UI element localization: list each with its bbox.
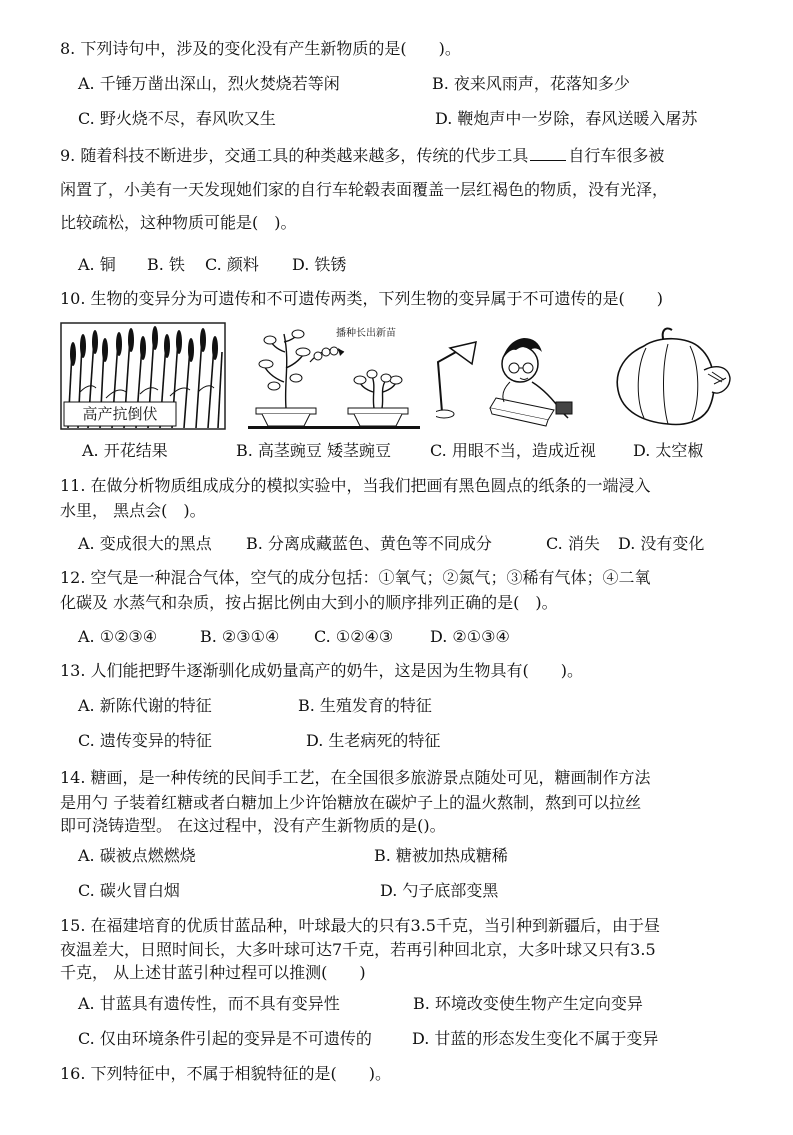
question-12-option-d[interactable]: D. ②①③④ — [430, 627, 510, 646]
question-15-option-b[interactable]: B. 环境改变使生物产生定向变异 — [413, 994, 643, 1013]
question-10-option-b[interactable]: B. 高茎豌豆 矮茎豌豆 — [236, 441, 392, 460]
space-pepper-figure — [604, 322, 734, 430]
question-14-line-2: 是用勺 子装着红糖或者白糖加上少许饴糖放在碳炉子上的温火熬制，熬到可以拉丝 — [60, 793, 642, 812]
question-9-option-b[interactable]: B. 铁 — [147, 255, 185, 274]
question-13-option-d[interactable]: D. 生老病死的特征 — [306, 731, 441, 750]
question-12-stem: 12. 空气是一种混合气体，空气的成分包括：①氧气；②氮气；③稀有气体；④二氧 — [60, 568, 651, 587]
wheat-figure — [60, 322, 226, 430]
question-14-option-d[interactable]: D. 勺子底部变黑 — [380, 881, 499, 900]
reading-child-illustration — [436, 322, 576, 430]
pea-caption: 播种长出新苗 — [336, 328, 396, 339]
question-8-option-c[interactable]: C. 野火烧不尽，春风吹又生 — [78, 109, 276, 128]
question-9-option-a[interactable]: A. 铜 — [78, 255, 116, 274]
space-pepper-illustration — [604, 322, 734, 430]
pea-illustration — [248, 322, 420, 430]
question-8-option-d[interactable]: D. 鞭炮声中一岁除，春风送暖入屠苏 — [435, 109, 698, 128]
question-10-option-c[interactable]: C. 用眼不当，造成近视 — [430, 441, 596, 460]
question-8-option-a[interactable]: A. 千锤万凿出深山，烈火焚烧若等闲 — [78, 74, 340, 93]
question-14-stem: 14. 糖画，是一种传统的民间手工艺，在全国很多旅游景点随处可见，糖画制作方法 — [60, 768, 651, 787]
question-9-stem — [60, 145, 664, 167]
question-9-line-2: 闲置了，小美有一天发现她们家的自行车轮毂表面覆盖一层红褐色的物质，没有光泽， — [60, 180, 669, 199]
question-11-option-b[interactable]: B. 分离成藏蓝色、黄色等不同成分 — [246, 534, 492, 553]
question-13-option-c[interactable]: C. 遗传变异的特征 — [78, 731, 212, 750]
question-15-line-2: 夜温差大，日照时间长，大多叶球可达7千克，若再引种回北京，大多叶球又只有3.5 — [60, 940, 656, 959]
wheat-caption: 高产抗倒伏 — [82, 405, 158, 423]
question-12-option-c[interactable]: C. ①②④③ — [314, 627, 394, 646]
question-8-option-b[interactable]: B. 夜来风雨声，花落知多少 — [432, 74, 630, 93]
question-13-option-b[interactable]: B. 生殖发育的特征 — [298, 696, 432, 715]
question-15-option-d[interactable]: D. 甘蓝的形态发生变化不属于变异 — [412, 1029, 659, 1048]
pea-figure — [248, 322, 420, 430]
question-10-option-a[interactable]: A. 开花结果 — [82, 441, 168, 460]
question-9-option-d[interactable]: D. 铁锈 — [292, 255, 347, 274]
question-8-stem: 8. 下列诗句中，涉及的变化没有产生新物质的是( )。 — [60, 39, 461, 58]
question-16-stem: 16. 下列特征中，不属于相貌特征的是( )。 — [60, 1064, 392, 1083]
question-9-stem-post: 自行车很多被 — [568, 146, 665, 165]
question-14-option-b[interactable]: B. 糖被加热成糖稀 — [374, 846, 508, 865]
question-12-line-2: 化碳及 水蒸气和杂质，按占据比例由大到小的顺序排列正确的是( )。 — [60, 593, 558, 612]
wheat-illustration — [60, 322, 226, 430]
question-9-stem-pre: 9. 随着科技不断进步，交通工具的种类越来越多，传统的代步工具 — [60, 146, 529, 165]
question-11-option-d[interactable]: D. 没有变化 — [618, 534, 705, 553]
question-14-option-a[interactable]: A. 碳被点燃燃烧 — [78, 846, 196, 865]
question-9-option-c[interactable]: C. 颜料 — [205, 255, 259, 274]
question-15-option-c[interactable]: C. 仅由环境条件引起的变异是不可遗传的 — [78, 1029, 372, 1048]
question-12-option-a[interactable]: A. ①②③④ — [78, 627, 158, 646]
question-15-line-3: 千克， 从上述甘蓝引种过程可以推测( ) — [60, 963, 366, 982]
question-14-line-3: 即可浇铸造型。 在这过程中，没有产生新物质的是()。 — [60, 816, 446, 835]
question-15-stem: 15. 在福建培育的优质甘蓝品种，叶球最大的只有3.5千克，当引种到新疆后，由于昼 — [60, 916, 660, 935]
question-11-stem: 11. 在做分析物质组成成分的模拟实验中，当我们把画有黑色圆点的纸条的一端浸入 — [60, 476, 651, 495]
question-13-option-a[interactable]: A. 新陈代谢的特征 — [78, 696, 212, 715]
question-15-option-a[interactable]: A. 甘蓝具有遗传性，而不具有变异性 — [78, 994, 340, 1013]
question-11-option-c[interactable]: C. 消失 — [546, 534, 600, 553]
question-13-stem: 13. 人们能把野牛逐渐驯化成奶量高产的奶牛，这是因为生物具有( )。 — [60, 661, 584, 680]
question-10-figures — [60, 322, 740, 432]
question-10-option-d[interactable]: D. 太空椒 — [633, 441, 704, 460]
question-10-stem: 10. 生物的变异分为可遗传和不可遗传两类，下列生物的变异属于不可遗传的是( ) — [60, 289, 664, 308]
question-11-option-a[interactable]: A. 变成很大的黑点 — [78, 534, 212, 553]
question-14-option-c[interactable]: C. 碳火冒白烟 — [78, 881, 180, 900]
question-9-line-3: 比较疏松，这种物质可能是( )。 — [60, 213, 297, 232]
fill-blank — [530, 146, 566, 161]
reading-child-figure — [436, 322, 576, 430]
question-11-line-2: 水里， 黑点会( )。 — [60, 501, 206, 520]
question-12-option-b[interactable]: B. ②③①④ — [200, 627, 280, 646]
